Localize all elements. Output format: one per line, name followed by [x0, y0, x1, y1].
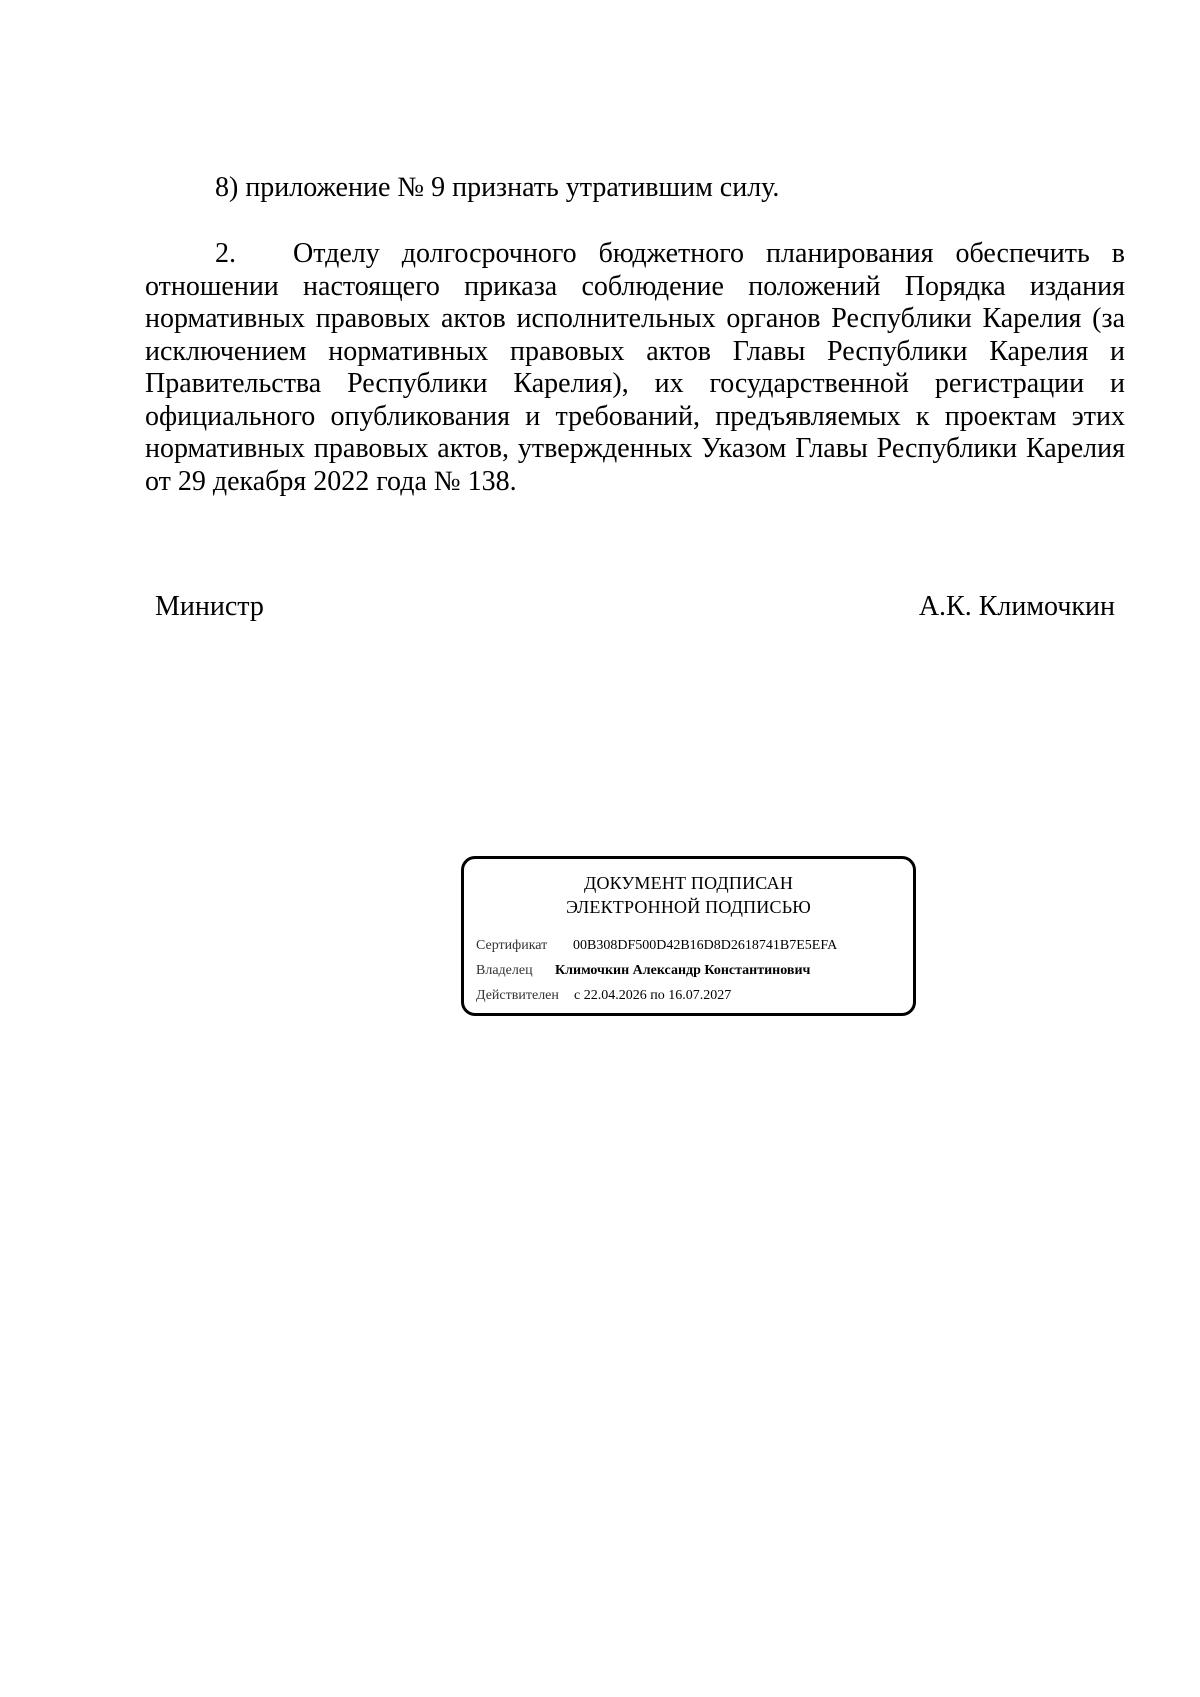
signatory-name: А.К. Климочкин [918, 591, 1115, 622]
stamp-certificate-row [476, 937, 837, 955]
stamp-title-line-1: ДОКУМЕНТ ПОДПИСАН [583, 873, 794, 893]
paragraph-item-2-number: 2. [215, 238, 236, 269]
stamp-certificate-value: 00B308DF500D42B16D8D2618741B7E5EFA [573, 938, 838, 953]
signatory-position: Министр [155, 591, 264, 622]
stamp-validity-row [476, 987, 731, 1005]
stamp-owner-value: Климочкин Александр Константинович [555, 963, 811, 978]
electronic-signature-stamp [461, 856, 916, 1016]
paragraph-item-8 [145, 172, 1125, 205]
stamp-title-line-2: ЭЛЕКТРОННОЙ ПОДПИСЬЮ [566, 897, 811, 917]
stamp-title [464, 871, 913, 919]
paragraph-item-2-text: Отделу долгосрочного бюджетного планирования обеспечить в отношении настоящего приказа соблюдение положений Порядка издания нормативных правовых актов исполнительных органов Республики Карелия (за исключением нормативных правовых актов Главы Республики Карелия и Правительства Республики Карелия), их государственной регистрации и официального опубликования и требований, предъявляемых к проектам этих нормативных правовых актов, утвержденных Указом Главы Республики Карелия от 29 декабря 2022 года № 138. [145, 238, 1125, 497]
stamp-owner-label: Владелец [476, 963, 533, 978]
stamp-validity-label: Действителен [476, 988, 559, 1003]
stamp-certificate-label: Сертификат [476, 938, 548, 953]
stamp-validity-value: с 22.04.2026 по 16.07.2027 [574, 988, 732, 1003]
paragraph-item-2 [145, 238, 1125, 498]
stamp-owner-row [476, 962, 810, 980]
paragraph-item-8-text: 8) приложение № 9 признать утратившим силу. [215, 172, 780, 203]
